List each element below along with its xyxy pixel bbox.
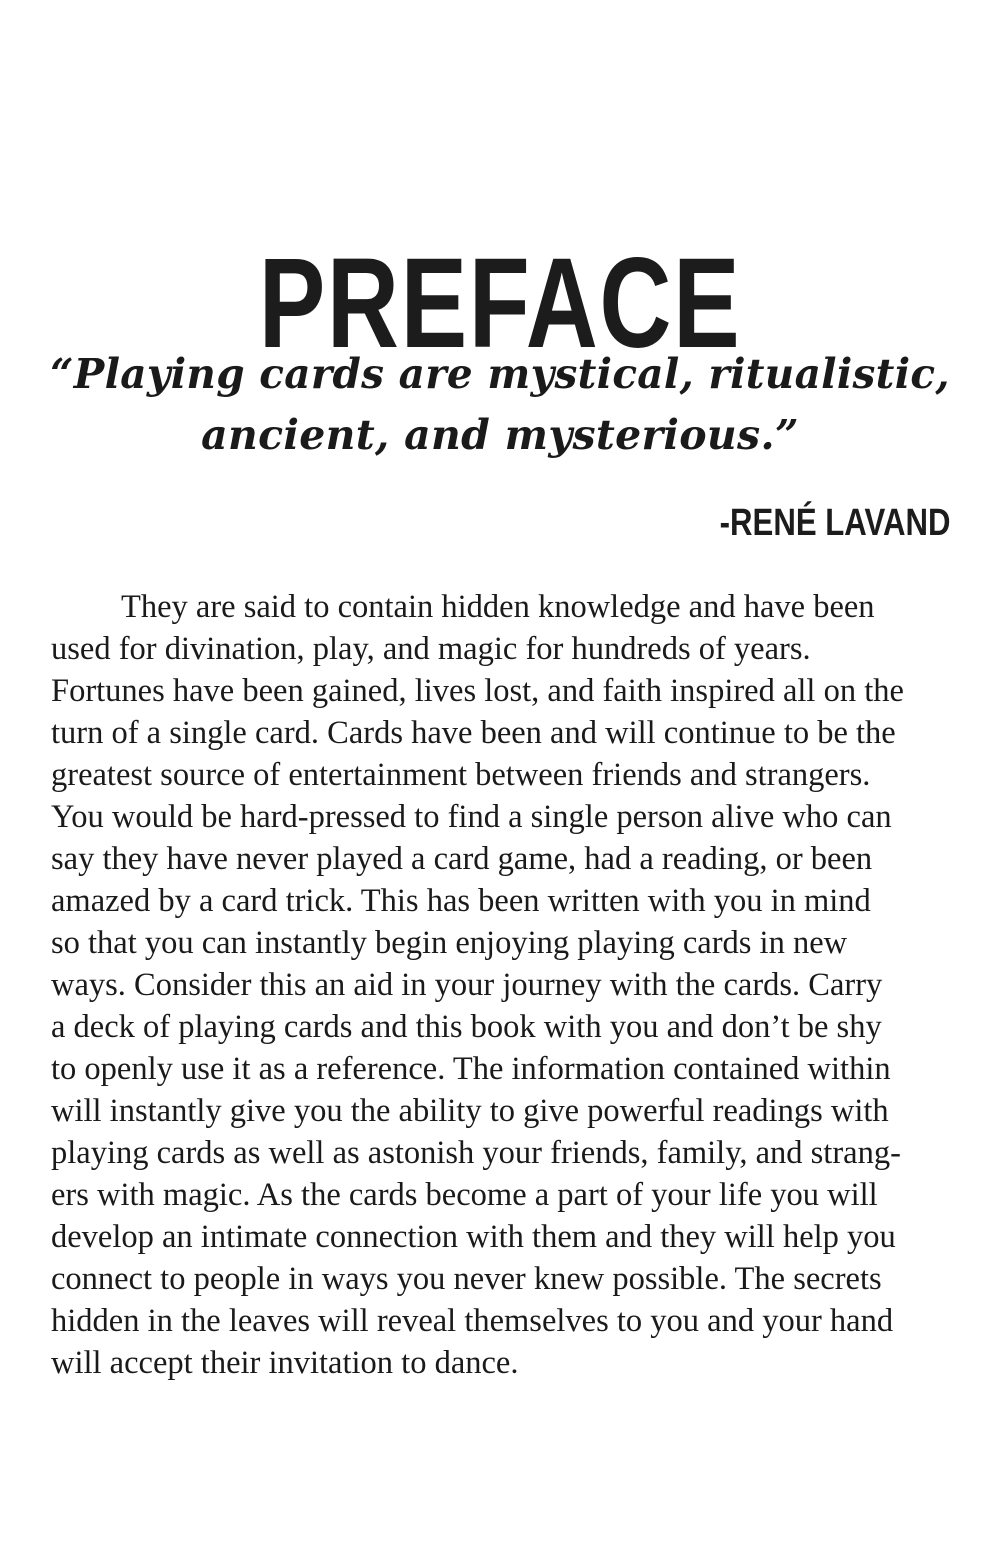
paragraph-line: amazed by a card trick. This has been written with you in mind <box>51 883 871 919</box>
paragraph-line: develop an intimate connection with them and they will help you <box>51 1219 896 1255</box>
paragraph-line: will accept their invitation to dance. <box>51 1345 519 1381</box>
paragraph-line: ers with magic. As the cards become a part of your life you will <box>51 1177 878 1213</box>
paragraph-line: Fortunes have been gained, lives lost, and faith inspired all on the <box>51 673 904 709</box>
paragraph-line: You would be hard-pressed to find a single person alive who can <box>51 799 892 835</box>
paragraph-line: say they have never played a card game, had a reading, or been <box>51 841 873 877</box>
page-title: PREFACE <box>258 231 742 375</box>
paragraph-line: turn of a single card. Cards have been and will continue to be the <box>51 715 896 751</box>
paragraph-line: greatest source of entertainment between friends and strangers. <box>51 757 871 793</box>
epigraph-quote <box>40 344 960 466</box>
epigraph-line: “Playing cards are mystical, ritualistic, <box>50 350 950 398</box>
paragraph-line: to openly use it as a reference. The information contained within <box>51 1051 891 1087</box>
paragraph-line: connect to people in ways you never knew possible. The secrets <box>51 1261 882 1297</box>
paragraph-line: playing cards as well as astonish your friends, family, and strang- <box>51 1135 901 1171</box>
paragraph-line: used for divination, play, and magic for hundreds of years. <box>51 631 811 667</box>
epigraph-line: ancient, and mysterious.” <box>201 411 799 459</box>
epigraph-attribution: -RENÉ LAVAND <box>719 502 950 544</box>
body-paragraph <box>51 586 961 1384</box>
paragraph-line: They are said to contain hidden knowledge and have been <box>121 589 875 625</box>
paragraph-line: hidden in the leaves will reveal themselves to you and your hand <box>51 1303 894 1339</box>
paragraph-line: a deck of playing cards and this book with you and don’t be shy <box>51 1009 882 1045</box>
paragraph-line: so that you can instantly begin enjoying playing cards in new <box>51 925 848 961</box>
paragraph-line: will instantly give you the ability to give powerful readings with <box>51 1093 889 1129</box>
paragraph-line: ways. Consider this an aid in your journey with the cards. Carry <box>51 967 883 1003</box>
